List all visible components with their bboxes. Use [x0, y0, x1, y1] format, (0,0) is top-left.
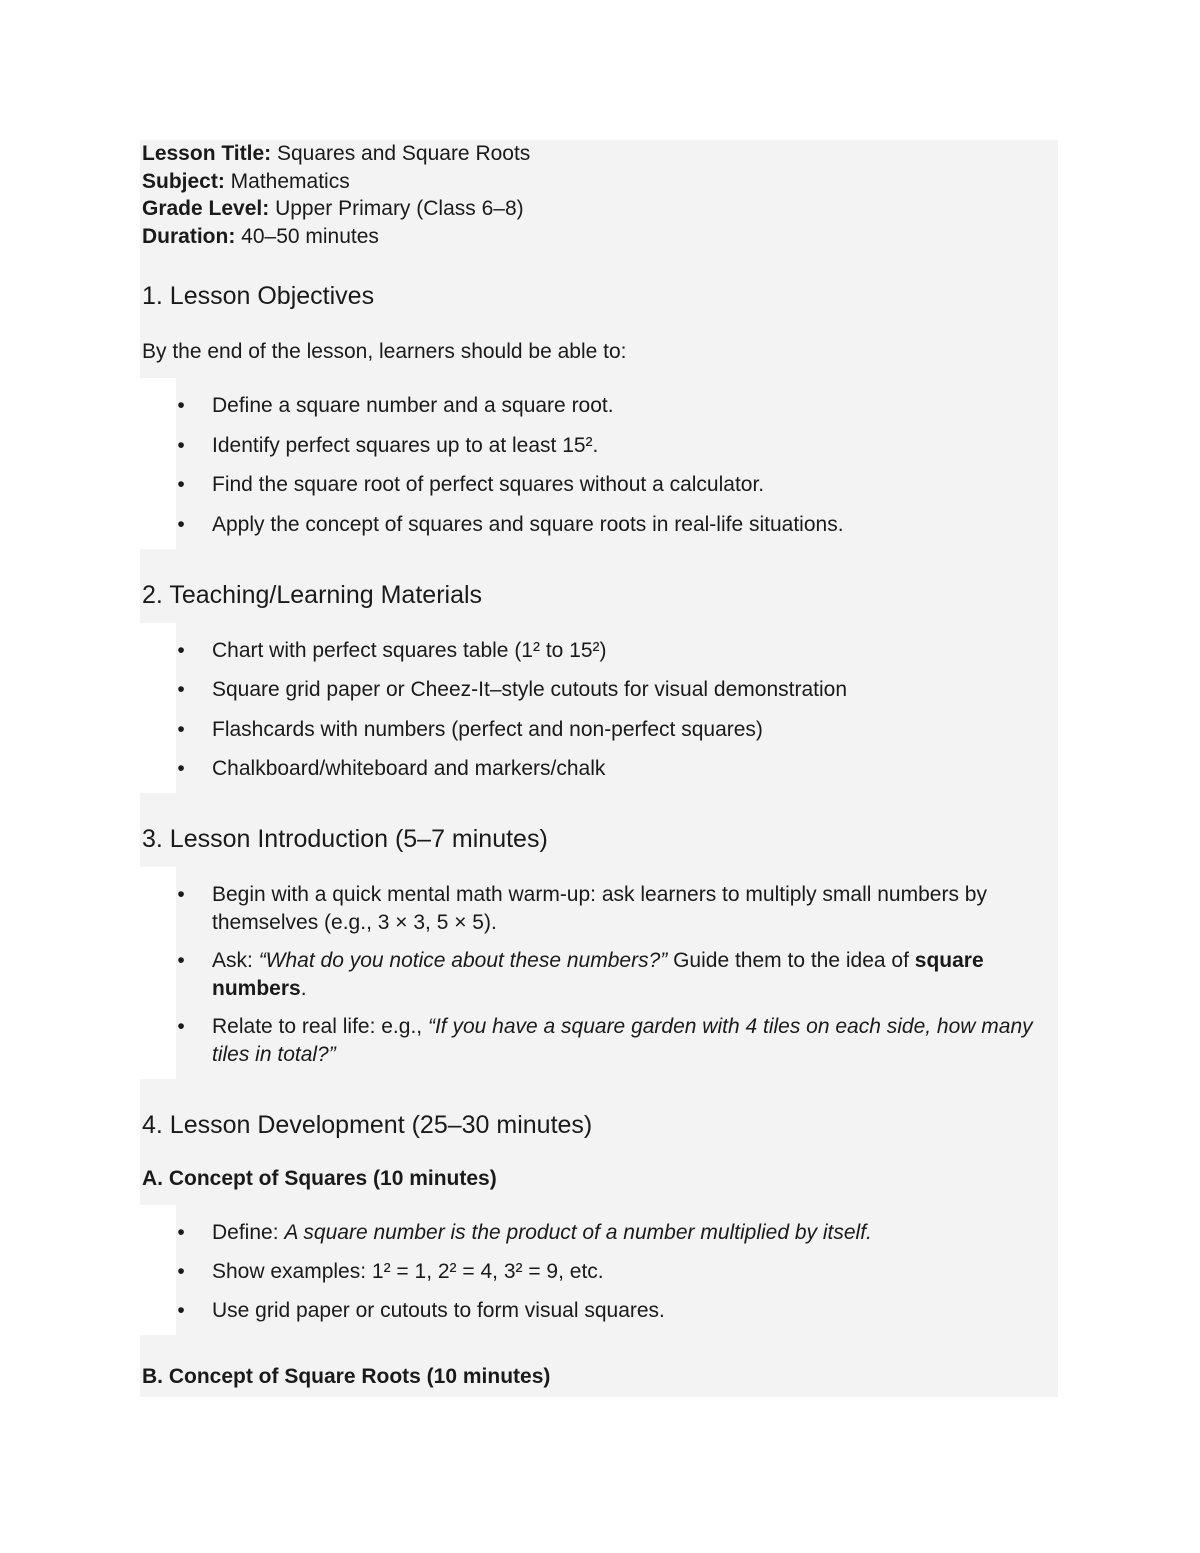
list-item: • Chart with perfect squares table (1² to 15²)	[142, 637, 1058, 665]
bullet-icon: •	[177, 949, 185, 972]
bullet-icon: •	[177, 1221, 185, 1244]
list-item: • Begin with a quick mental math warm-up: ask learners to multiply small numbers by themselves (e.g., 3 × 3, 5 × 5).	[177, 883, 987, 934]
list-item: • Define a square number and a square root.	[142, 392, 1058, 420]
concept-of-square-roots-heading: B. Concept of Square Roots (10 minutes)	[142, 1365, 551, 1388]
introduction-list-band	[176, 867, 1058, 1079]
list-item: • Chalkboard/whiteboard and markers/chalk	[142, 755, 1058, 783]
materials-list	[142, 637, 1058, 784]
bullet-icon: •	[177, 1015, 185, 1038]
bullet-icon: •	[177, 1299, 185, 1322]
bullet-icon: •	[177, 883, 185, 906]
objectives-heading: 1. Lesson Objectives	[142, 282, 375, 310]
list-item: • Use grid paper or cutouts to form visual squares.	[142, 1297, 1058, 1325]
objectives-section	[140, 280, 1058, 378]
grade-value: Upper Primary (Class 6–8)	[269, 197, 524, 220]
list-item: • Square grid paper or Cheez-It–style cutouts for visual demonstration	[142, 676, 1058, 704]
list-item: • Ask: “What do you notice about these numbers?” Guide them to the idea of square numbers.	[177, 949, 984, 1000]
document-body	[142, 140, 1058, 1397]
subject-line	[142, 168, 1058, 196]
objectives-list	[142, 392, 1058, 539]
concept-of-squares-heading: A. Concept of Squares (10 minutes)	[142, 1167, 497, 1190]
bullet-icon: •	[177, 394, 185, 417]
list-item: • Show examples: 1² = 1, 2² = 4, 3² = 9, etc.	[142, 1258, 1058, 1286]
list-item: • Flashcards with numbers (perfect and non-perfect squares)	[142, 716, 1058, 744]
objectives-intro: By the end of the lesson, learners should be able to:	[142, 340, 627, 363]
bullet-icon: •	[177, 717, 185, 741]
bullet-icon: •	[177, 473, 185, 496]
introduction-list	[142, 881, 1058, 1069]
introduction-heading: 3. Lesson Introduction (5–7 minutes)	[142, 825, 548, 853]
bullet-icon: •	[177, 757, 185, 780]
lesson-title-line	[142, 140, 1058, 168]
grade-line	[142, 195, 1058, 223]
list-item: • Identify perfect squares up to at least 15².	[142, 432, 1058, 460]
materials-list-band	[176, 623, 1058, 794]
lesson-metadata	[140, 140, 1058, 280]
list-item: • Find the square root of perfect squares without a calculator.	[142, 471, 1058, 499]
subject-value: Mathematics	[224, 169, 350, 193]
subject-label: Subject:	[142, 169, 225, 193]
bullet-icon: •	[177, 678, 185, 701]
lesson-title-value: Squares and Square Roots	[271, 142, 531, 165]
duration-line	[142, 223, 1058, 251]
development-heading: 4. Lesson Development (25–30 minutes)	[142, 1111, 593, 1139]
duration-label: Duration:	[142, 224, 236, 248]
list-item: • Define: A square number is the product of a number multiplied by itself.	[142, 1219, 1058, 1247]
bullet-icon: •	[177, 638, 185, 662]
grade-label: Grade Level:	[142, 197, 270, 220]
squares-list	[142, 1219, 1058, 1325]
materials-section	[140, 549, 1058, 623]
list-item: • Relate to real life: e.g., “If you have a square garden with 4 tiles on each side, how many tiles in total?”	[177, 1015, 1033, 1066]
duration-value: 40–50 minutes	[235, 224, 379, 248]
introduction-section	[140, 793, 1058, 867]
objectives-list-band	[176, 378, 1058, 549]
materials-heading: 2. Teaching/Learning Materials	[142, 580, 483, 609]
squares-list-band	[176, 1205, 1058, 1335]
lesson-title-label: Lesson Title:	[142, 142, 272, 165]
bullet-icon: •	[177, 433, 185, 457]
development-section	[140, 1079, 1058, 1205]
bullet-icon: •	[177, 1260, 185, 1283]
bullet-icon: •	[177, 512, 185, 536]
square-roots-section	[140, 1335, 1058, 1397]
list-item: • Apply the concept of squares and square roots in real-life situations.	[142, 511, 1058, 539]
